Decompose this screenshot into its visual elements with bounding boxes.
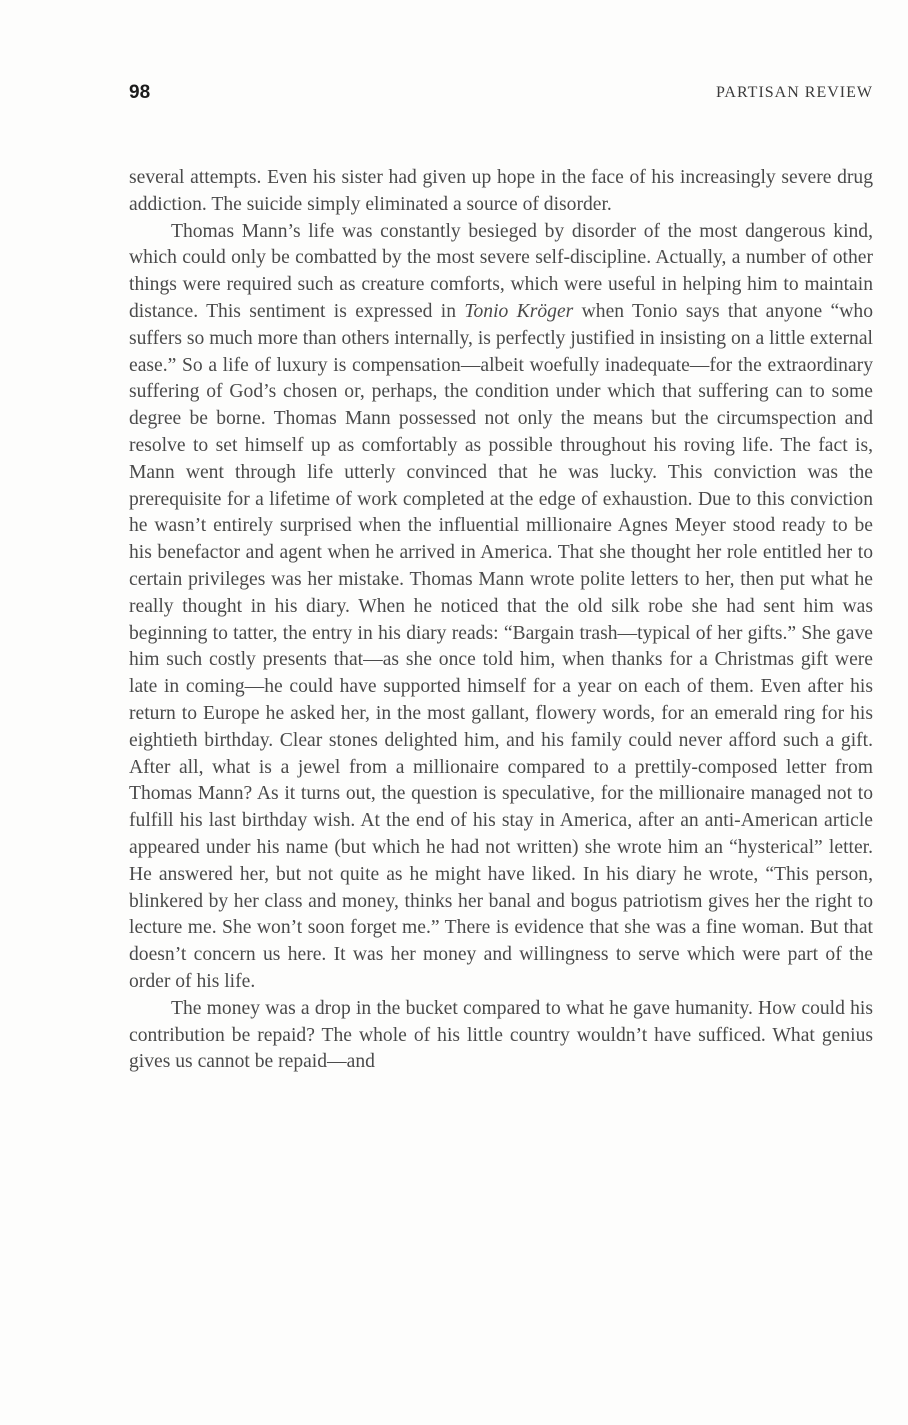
running-head <box>129 82 873 108</box>
paragraph-3: The money was a drop in the bucket compared to what he gave humanity. How could his contribution be repaid? The whole of his little country wouldn’t have sufficed. What genius gives us cannot be repaid—and <box>129 997 873 1073</box>
book-title-italic: Tonio Kröger <box>464 300 574 322</box>
paragraph-2-text-start: Thomas Mann’s life was constantly besieged by disorder of the most dangerous kind, which could only be combatted by the most severe self-discipline. Actually, a number of other things were required such as creature comforts, which were useful in helping him to maintain distance. This sentiment is expressed in <box>129 220 873 322</box>
paragraph-2-text-end: when Tonio says that anyone “who suffers so much more than others internally, is perfectly justified in insisting on a little external ease.” So a life of luxury is compensation—albeit woefully inadequate—for the extraordinary suffering of God’s chosen or, perhaps, the condition under which that suffering can to some degree be borne. Thomas Mann possessed not only the means but the circumspection and resolve to set himself up as comfortably as possible throughout his roving life. The fact is, Mann went through life utterly convinced that he was lucky. This conviction was the prerequisite for a lifetime of work completed at the edge of exhaustion. Due to this conviction he wasn’t entirely surprised when the influential millionaire Agnes Meyer stood ready to be his benefactor and agent when he arrived in America. That she thought her role entitled her to certain privileges was her mistake. Thomas Mann wrote polite letters to her, then put what he really thought in his diary. When he noticed that the old silk robe she had sent him was beginning to tatter, the entry in his diary reads: “Bargain trash—typical of her gifts.” She gave him such costly presents that—as she once told him, when thanks for a Christmas gift were late in coming—he could have supported himself for a year on each of them. Even after his return to Europe he asked her, in the most gallant, flowery words, for an emerald ring for his eightieth birthday. Clear stones delighted him, and his family could never afford such a gift. After all, what is a jewel from a millionaire compared to a prettily-composed letter from Thomas Mann? As it turns out, the question is speculative, for the millionaire managed not to fulfill his last birthday wish. At the end of his stay in America, after an anti-American article appeared under his name (but which he had not written) she wrote him an “hysterical” letter. He answered her, but not quite as he might have liked. In his diary he wrote, “This person, blinkered by her class and money, thinks her banal and bogus patriotism gives her the right to lecture me. She won’t soon forget me.” There is evidence that she was a fine woman. But that doesn’t concern us here. It was her money and willingness to serve which were part of the order of his life. <box>129 300 873 992</box>
journal-title: PARTISAN REVIEW <box>715 84 873 101</box>
page-number: 98 <box>129 82 151 103</box>
paragraph-2 <box>129 219 873 996</box>
body-text <box>129 165 873 1076</box>
paragraph-1: several attempts. Even his sister had given up hope in the face of his increasingly severe drug addiction. The suicide simply eliminated a source of disorder. <box>129 167 873 215</box>
